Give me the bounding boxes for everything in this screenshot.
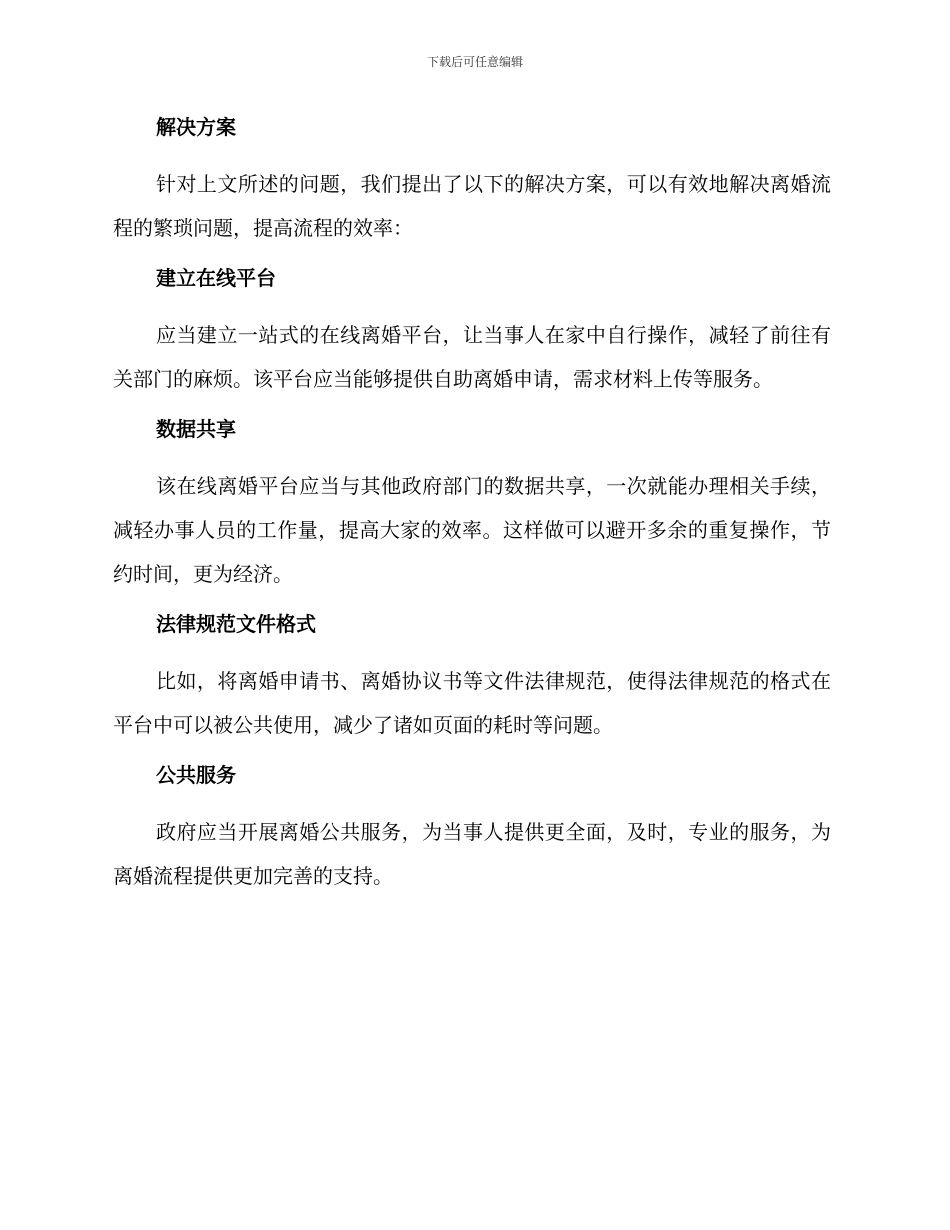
section-paragraph-legal-format: 比如，将离婚申请书、离婚协议书等文件法律规范，使得法律规范的格式在平台中可以被公共使用，减少了诸如页面的耗时等问题。 bbox=[113, 669, 831, 737]
section-paragraph-public-service: 政府应当开展离婚公共服务，为当事人提供更全面，及时，专业的服务，为离婚流程提供更加完善的支持。 bbox=[113, 820, 831, 888]
section-heading-online-platform: 建立在线平台 bbox=[156, 266, 276, 290]
section-heading-legal-format: 法律规范文件格式 bbox=[156, 612, 316, 636]
section-paragraph-solution: 针对上文所述的问题，我们提出了以下的解决方案，可以有效地解决离婚流程的繁琐问题，提高流程的效率： bbox=[113, 172, 831, 240]
page-header: 下载后可任意编辑 bbox=[426, 55, 523, 69]
section-paragraph-online-platform: 应当建立一站式的在线离婚平台，让当事人在家中自行操作，减轻了前往有关部门的麻烦。该平台应当能够提供自助离婚申请，需求材料上传等服务。 bbox=[113, 323, 831, 391]
section-heading-solution: 解决方案 bbox=[156, 115, 236, 139]
section-heading-public-service: 公共服务 bbox=[156, 763, 236, 787]
section-paragraph-data-sharing: 该在线离婚平台应当与其他政府部门的数据共享，一次就能办理相关手续，减轻办事人员的工作量，提高大家的效率。这样做可以避开多余的重复操作，节约时间，更为经济。 bbox=[113, 474, 831, 586]
section-heading-data-sharing: 数据共享 bbox=[156, 417, 236, 441]
document-body bbox=[113, 112, 831, 911]
